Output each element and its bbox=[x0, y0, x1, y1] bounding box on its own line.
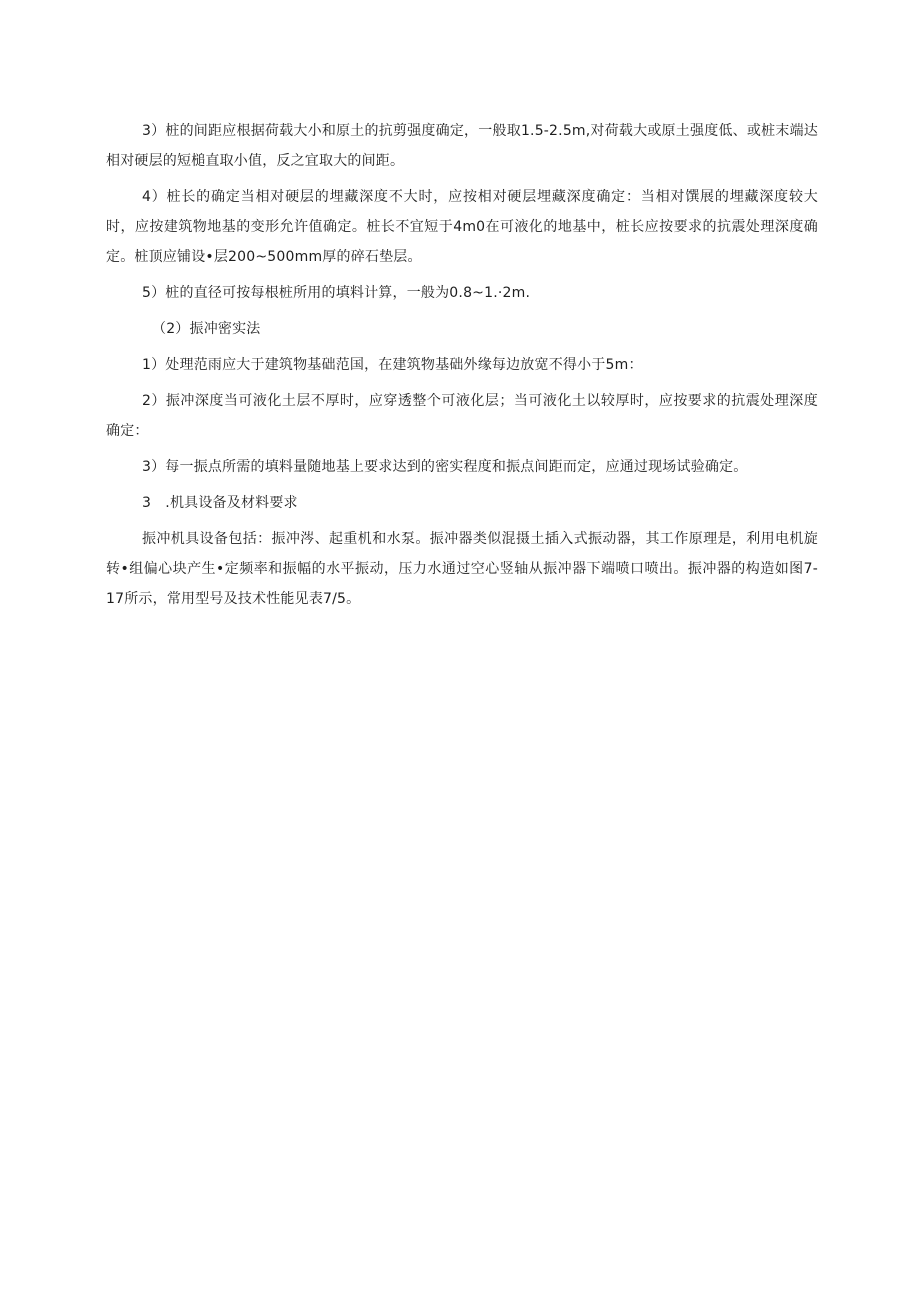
paragraph-treatment-range: 1）处理范雨应大于建筑物基础范国，在建筑物基础外缘每边放宽不得小于5m： bbox=[142, 357, 643, 373]
paragraph-pile-spacing: 3）桩的间距应根据荷载大小和原土的抗剪强度确定，一般取1.5-2.5m,对荷载大或原土强度低、或桩末端达相对硬层的短槌直取小值，反之宜取大的间距。 bbox=[106, 123, 818, 169]
section-heading-vibro-compaction: （2）振冲密实法 bbox=[152, 321, 261, 337]
document-body bbox=[106, 116, 818, 620]
section-heading-equipment: 3 .机具设备及材料要求 bbox=[142, 495, 298, 511]
paragraph-vibration-depth: 2）振冲深度当可液化土层不厚时，应穿透整个可液化层；当可液化土以较厚时，应按要求的抗震处理深度确定： bbox=[106, 393, 818, 439]
paragraph-fill-amount: 3）每一振点所需的填料量随地基上要求达到的密实程度和振点间距而定，应通过现场试验确定。 bbox=[142, 459, 748, 475]
paragraph-equipment-description: 振冲机具设备包括：振冲涔、起重机和水泵。振冲器类似混摄土插入式振动器，其工作原理是，利用电机旋转•组偏心块产生•定频率和振幅的水平振动，压力水通过空心竖轴从振冲器下端喷口喷出。振冲器的构造如图7-17所示，常用型号及技术性能见表7/5。 bbox=[106, 531, 818, 607]
paragraph-pile-length: 4）桩长的确定当相对硬层的埋藏深度不大时，应按相对硬层埋藏深度确定：当相对馔展的埋藏深度较大时，应按建筑物地基的变形允许值确定。桩长不宜短于4m0在可液化的地基中，桩长应按要求的抗震处理深度确定。桩顶应铺设•层200~500mm厚的碎石垫层。 bbox=[106, 189, 818, 265]
paragraph-pile-diameter: 5）桩的直径可按每根桩所用的填料计算，一般为0.8~1.·2m. bbox=[142, 285, 531, 301]
